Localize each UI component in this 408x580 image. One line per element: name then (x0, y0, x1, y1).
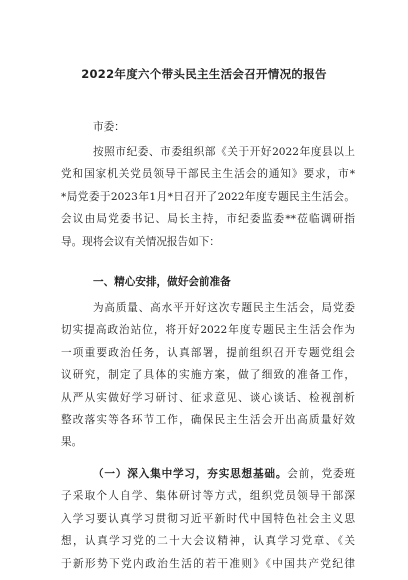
paragraph-line: 一项重要政治任务，认真部署，提前组织召开专题党组会 (61, 346, 355, 359)
paragraph-line: 从严从实做好学习研讨、征求意见、谈心谈话、检视剖析 (61, 391, 355, 404)
paragraph-line: 整改落实等各环节工作，确保民主生活会开出高质量好效 (61, 413, 355, 426)
paragraph-text: 会前，党委班 (287, 468, 356, 480)
paragraph-line: 导。现将会议有关情况报告如下： (61, 235, 220, 248)
paragraph-2 (61, 297, 355, 454)
paragraph-line: 果。 (61, 436, 83, 449)
subsection-heading-1: （一）深入集中学习，夯实思想基础。 (93, 468, 288, 480)
paragraph-line (61, 463, 355, 485)
paragraph-line: 想，认真学习党的二十大会议精神，认真学习党章、《关 (61, 535, 355, 548)
document-title: 2022年度六个带头民主生活会召开情况的报告 (81, 67, 327, 81)
paragraph-line: 议研究，制定了具体的实施方案，做了细致的准备工作， (61, 369, 355, 382)
paragraph-line: *局党委于2023年1月*日召开了2022年度专题民主生活会。 (61, 190, 355, 203)
salutation: 市委： (93, 121, 125, 133)
paragraph-line: 入学习要认真学习贯彻习近平新时代中国特色社会主义思 (61, 512, 355, 525)
section-heading-1: 一、精心安排，做好会前准备 (93, 276, 231, 288)
paragraph-line: 党和国家机关党员领导干部民主生活会的通知》要求，市* (61, 168, 355, 181)
paragraph-line: 会议由局党委书记、局长主持，市纪委监委**莅临调研指 (61, 213, 355, 226)
paragraph-1 (61, 141, 355, 253)
paragraph-line: 按照市纪委、市委组织部《关于开好2022年度县以上 (93, 146, 355, 158)
paragraph-line: 切实提高政治站位，将开好2022年度专题民主生活会作为 (61, 324, 355, 337)
paragraph-line: 子采取个人自学、集体研讨等方式，组织党员领导干部深 (61, 490, 355, 503)
paragraph-line: 于新形势下党内政治生活的若干准则》《中国共产党纪律 (61, 557, 355, 570)
paragraph-line: 为高质量、高水平开好这次专题民主生活会，局党委 (93, 302, 355, 314)
paragraph-3 (61, 463, 355, 575)
